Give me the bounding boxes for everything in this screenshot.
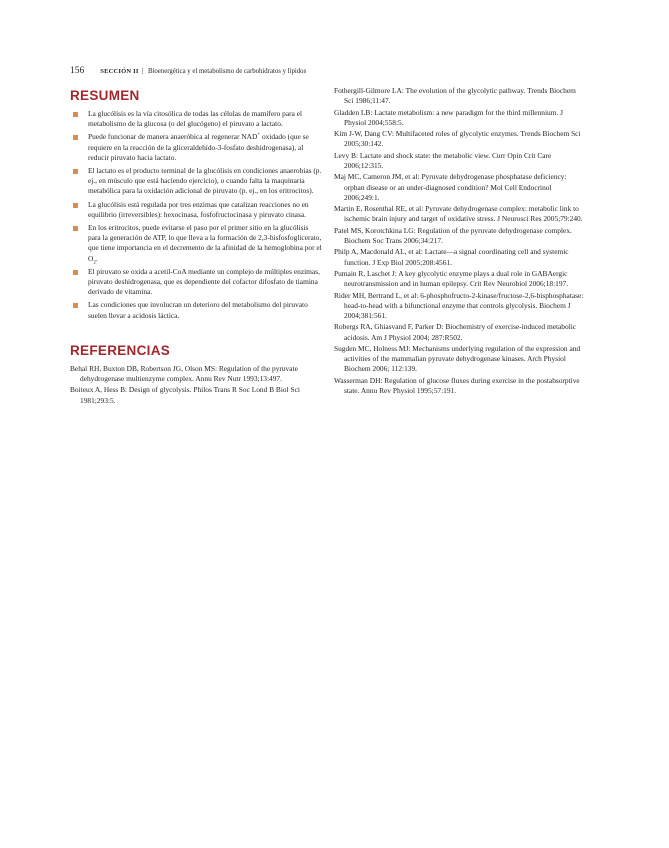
reference-item: Kim J-W, Dang CV: Multifaceted roles of glycolytic enzymes. Trends Biochem Sci 2005;30:142. (334, 129, 581, 149)
reference-item: Maj MC, Cameron JM, et al: Pyruvate dehydrogenase phosphatase deficiency: orphan disease or an under-diagnosed condition? Mol Cell Endocrinol 2006;249:1. (334, 172, 567, 202)
left-column (70, 88, 322, 407)
reference-item: Rider MH, Bertrand L, et al: 6-phosphofructo-2-kinase/fructose-2,6-bisphosphatase: head-to-head with a bifunctional enzyme that controls glycolysis. Biochem J 2004;381:561. (334, 290, 584, 320)
reference-item: Levy B: Lactate and shock state: the metabolic view. Curr Opin Crit Care 2006;12:315. (334, 150, 552, 170)
summary-item-text: La glucólisis está regulada por tres enzimas que catalizan reacciones no en equilibrio (irreversibles): hexocinasa, fosfofructocinasa y piruvato cinasa. (88, 199, 309, 219)
summary-item (70, 200, 322, 220)
square-bullet-icon (73, 112, 78, 117)
reference-item: Fothergill-Gilmore LA: The evolution of the glycolytic pathway. Trends Biochem Sci 1986;11:47. (334, 86, 576, 106)
reference-item: Gladden LB: Lactate metabolism: a new paradigm for the third millennium. J Physiol 2004;558:5. (334, 107, 564, 127)
reference-list-right (334, 86, 584, 396)
right-column (334, 86, 584, 397)
summary-item-text-cont: . (95, 253, 98, 263)
summary-item-text: Puede funcionar de manera anaeróbica al regenerar NAD (88, 132, 258, 142)
reference-item: Robergs RA, Ghiasvand F, Parker D: Biochemistry of exercise-induced metabolic acidosis. Am J Physiol 2004; 287:R502. (334, 322, 577, 342)
summary-item (70, 267, 322, 298)
summary-item (70, 109, 322, 129)
summary-item-text: La glucólisis es la vía citosólica de todas las células de mamífero para el metabolismo de la glucosa (o del glucógeno) el piruvato a lactato. (88, 109, 303, 129)
reference-list-left (70, 364, 322, 406)
reference-item: Wasserman DH: Regulation of glucose fluxes during exercise in the postabsorptive state. Annu Rev Physiol 1995;57:191. (334, 375, 580, 395)
reference-item: Patel MS, Korotchkina LG: Regulation of the pyruvate dehydrogenase complex. Biochem Soc Trans 2006;34:217. (334, 225, 572, 245)
section-label: SECCIÓN II (100, 68, 139, 75)
running-header (70, 66, 306, 77)
references-heading: REFERENCIAS (70, 342, 171, 358)
summary-item-text-cont: oxidado (que se requiere en la reacción de la gliceraldehído-3-fosfato deshidrogenasa), al reducir piruvato hacia lactato. (88, 132, 309, 162)
summary-item (70, 223, 322, 264)
summary-item-text: El lactato es el producto terminal de la glucólisis en condiciones anaerobias (p. ej., en músculo que está haciendo ejercicio), o cuando falta la maquinaria metabólica para la oxidación adicional de piruvato (p. ej., en los eritrocitos). (88, 166, 322, 196)
reference-item: Martin E, Rosenthal RE, et al: Pyruvate dehydrogenase complex: metabolic link to ischemic brain injury and target of oxidative stress. J Neurosci Res 2005;79:240. (334, 204, 583, 224)
summary-item (70, 166, 322, 197)
page-number: 156 (70, 66, 85, 76)
summary-item-text: El piruvato se oxida a acetil-CoA mediante un complejo de múltiples enzimas, piruvato deshidrogenasa, que es dependiente del cofactor difosfato de tiamina derivado de vitamina. (88, 266, 320, 297)
reference-item: Behal RH, Buxton DB, Robertson JG, Olson MS: Regulation of the pyruvate dehydrogenase multienzyme complex. Annu Rev Nutr 1993;13:497. (70, 363, 298, 384)
reference-item: Boiteux A, Hess B: Design of glycolysis. Philos Trans R Soc Lond B Biol Sci 1981;293:5. (70, 385, 300, 405)
superscript-plus: + (257, 132, 261, 138)
summary-item (70, 132, 322, 163)
square-bullet-icon (73, 303, 78, 308)
header-separator: | (141, 67, 143, 75)
reference-item: Pumain R, Laschet J: A key glycolytic enzyme plays a dual role in GABAergic neurotransmission and in human epilepsy. Crit Rev Neurobiol 2006;18:197. (334, 268, 569, 289)
square-bullet-icon (73, 226, 78, 231)
square-bullet-icon (73, 135, 78, 140)
square-bullet-icon (73, 169, 78, 174)
square-bullet-icon (73, 270, 78, 275)
reference-item: Philp A, Macdonald AL, et al: Lactate—a signal coordinating cell and systemic function. J Exp Biol 2005;208:4561. (334, 247, 569, 267)
summary-heading: RESUMEN (70, 88, 140, 103)
square-bullet-icon (73, 203, 78, 208)
summary-item-text: Las condiciones que involucran un deterioro del metabolismo del piruvato suelen llevar a acidosis láctica. (88, 300, 308, 320)
summary-list (70, 109, 322, 321)
section-title: Bioenergética y el metabolismo de carbohidratos y lípidos (147, 68, 307, 75)
subscript-two: 2 (93, 260, 96, 266)
summary-item-text: En los eritrocitos, puede evitarse el paso por el primer sitio en la glucólisis para la generación de ATP, lo que lleva a la formación de 2,3-bisfosfoglicerato, que tiene importancia en el decremento de la afinidad de la hemoglobina por el O (88, 223, 322, 263)
reference-item: Sugden MC, Holness MJ: Mechanisms underlying regulation of the expression and activities of the mammalian pyruvate dehydrogenase kinases. Arch Physiol Biochem 2006; 112:139. (334, 343, 581, 374)
summary-item (70, 300, 322, 320)
